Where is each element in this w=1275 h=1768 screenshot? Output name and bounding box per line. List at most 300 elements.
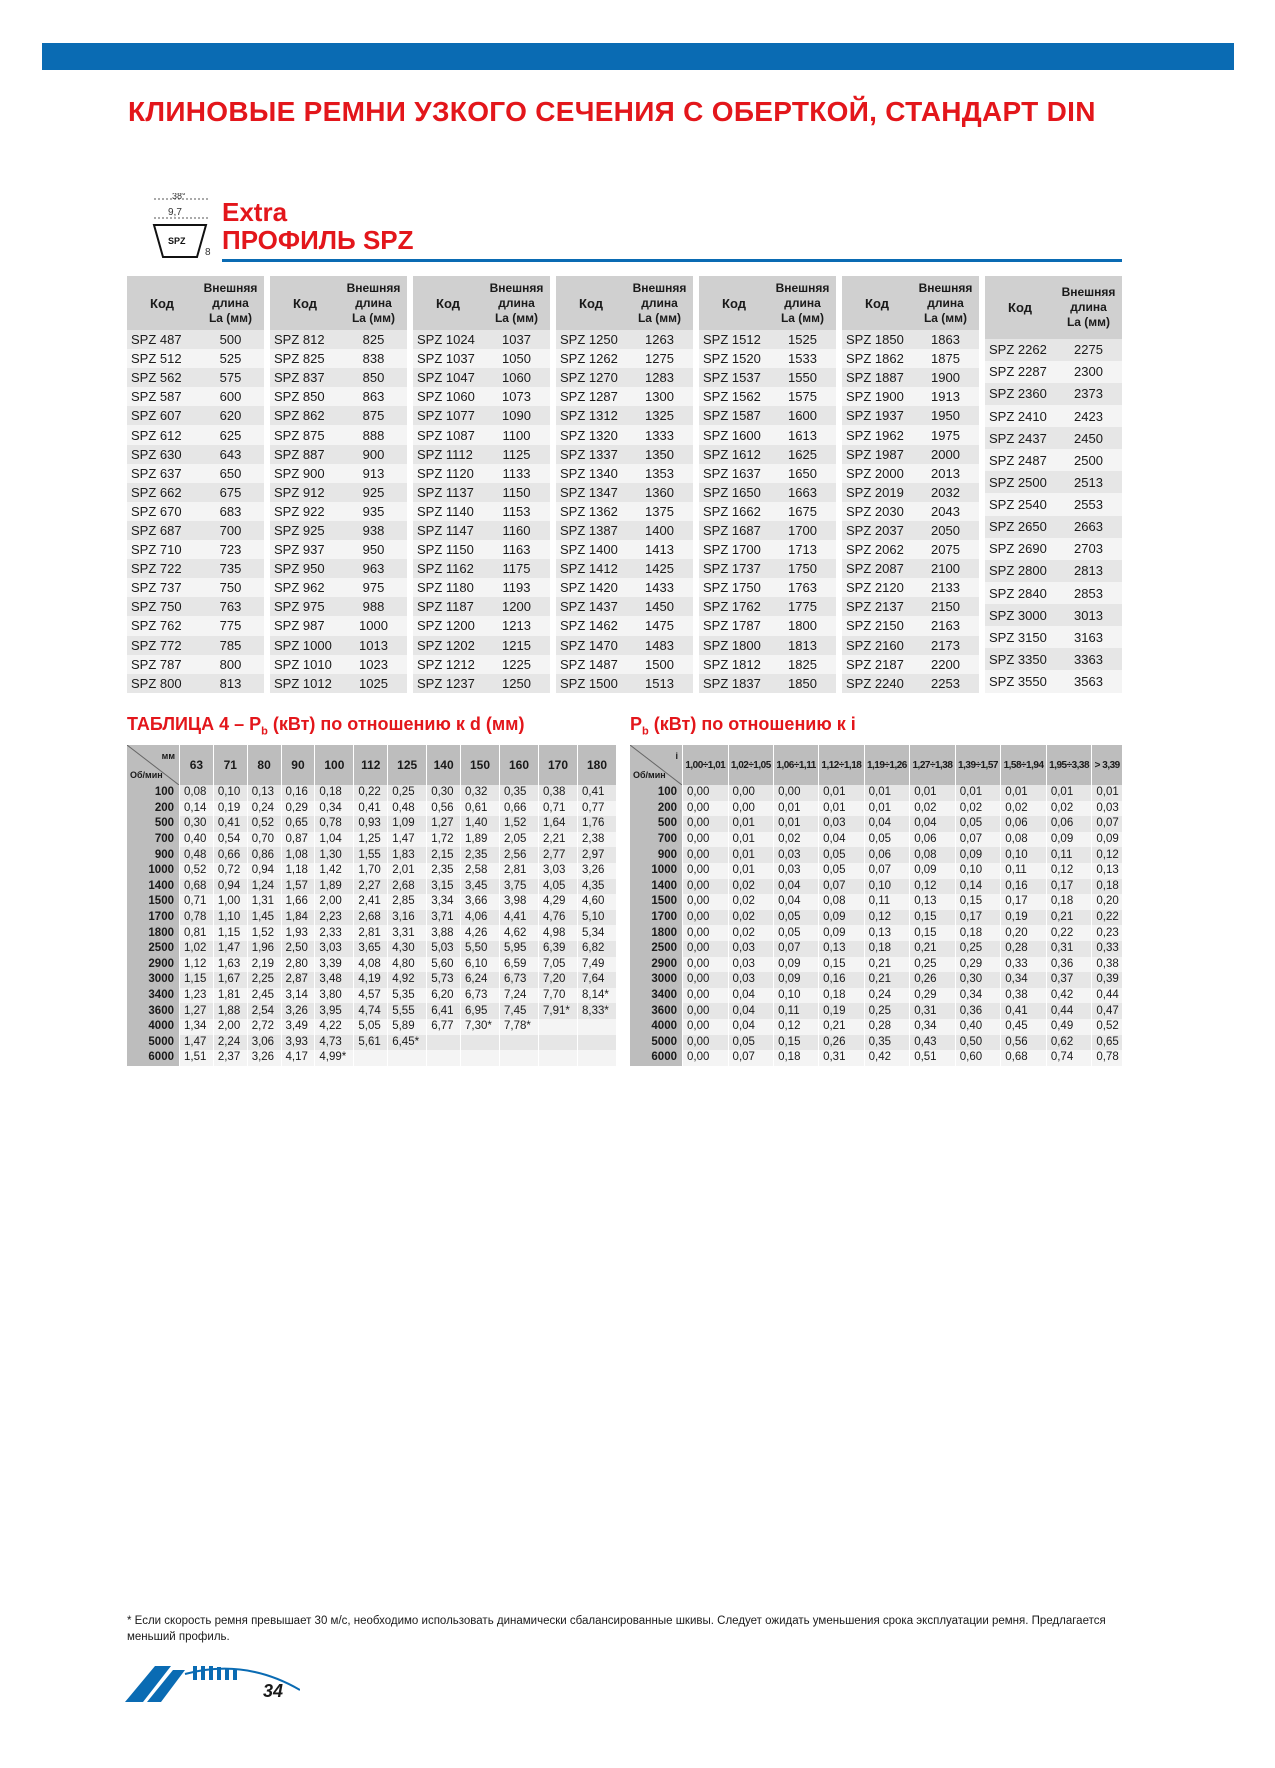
power-value: 1,47 bbox=[213, 941, 247, 957]
power-value: 0,26 bbox=[819, 1035, 865, 1051]
table-row bbox=[270, 674, 407, 693]
power-value: 2,87 bbox=[281, 972, 315, 988]
power-value: 0,00 bbox=[683, 1019, 729, 1035]
table-row bbox=[985, 383, 1122, 405]
rpm-cell: 2500 bbox=[630, 941, 683, 957]
table-row bbox=[127, 879, 617, 895]
power-value: 0,07 bbox=[864, 863, 910, 879]
power-value bbox=[577, 1050, 616, 1066]
belt-code: SPZ 1337 bbox=[556, 445, 626, 464]
power-value: 0,01 bbox=[728, 863, 774, 879]
power-value: 0,00 bbox=[683, 879, 729, 895]
belt-length: 723 bbox=[197, 540, 264, 559]
table-row bbox=[842, 674, 979, 693]
table-row bbox=[630, 957, 1123, 973]
power-value: 1,63 bbox=[213, 957, 247, 973]
table-row bbox=[127, 1019, 617, 1035]
power-value: 0,21 bbox=[910, 941, 956, 957]
table-row bbox=[127, 941, 617, 957]
rpm-cell: 1000 bbox=[630, 863, 683, 879]
power-value: 0,00 bbox=[683, 863, 729, 879]
power-value: 6,73 bbox=[500, 972, 539, 988]
rpm-cell: 100 bbox=[127, 785, 180, 801]
belt-code: SPZ 1037 bbox=[413, 349, 483, 368]
table-row bbox=[127, 863, 617, 879]
table-row bbox=[842, 540, 979, 559]
power-value: 5,89 bbox=[388, 1019, 427, 1035]
power-value: 0,00 bbox=[683, 816, 729, 832]
belt-code: SPZ 975 bbox=[270, 597, 340, 616]
power-value: 1,25 bbox=[354, 832, 388, 848]
power-value: 1,64 bbox=[539, 816, 578, 832]
belt-code: SPZ 2800 bbox=[985, 560, 1055, 582]
table-row bbox=[413, 330, 550, 349]
table-row bbox=[556, 425, 693, 444]
power-value: 1,84 bbox=[281, 910, 315, 926]
rpm-cell: 4000 bbox=[630, 1019, 683, 1035]
power-value: 0,02 bbox=[1001, 801, 1047, 817]
rpm-cell: 1500 bbox=[127, 894, 180, 910]
power-value: 0,00 bbox=[683, 801, 729, 817]
belt-length: 1675 bbox=[769, 502, 836, 521]
power-by-diameter-table bbox=[127, 745, 617, 1066]
belt-code: SPZ 1900 bbox=[842, 387, 912, 406]
belt-length: 1625 bbox=[769, 445, 836, 464]
length-column bbox=[127, 276, 264, 693]
power-value: 3,06 bbox=[247, 1035, 281, 1051]
belt-code: SPZ 487 bbox=[127, 330, 197, 349]
power-value: 2,00 bbox=[315, 894, 354, 910]
length-header-line: длина bbox=[355, 295, 392, 310]
table-row bbox=[127, 597, 264, 616]
belt-length: 1525 bbox=[769, 330, 836, 349]
table-row bbox=[556, 330, 693, 349]
belt-length: 963 bbox=[340, 559, 407, 578]
belt-length: 700 bbox=[197, 521, 264, 540]
power-value: 1,96 bbox=[247, 941, 281, 957]
table-row bbox=[127, 1003, 617, 1019]
power-value: 1,47 bbox=[180, 1035, 214, 1051]
column-header: 140 bbox=[427, 745, 461, 785]
power-value: 6,24 bbox=[461, 972, 500, 988]
power-value: 0,28 bbox=[1001, 941, 1047, 957]
power-value: 2,58 bbox=[461, 863, 500, 879]
power-value: 0,00 bbox=[683, 957, 729, 973]
table-row bbox=[270, 559, 407, 578]
power-value: 3,66 bbox=[461, 894, 500, 910]
power-value: 0,12 bbox=[864, 910, 910, 926]
belt-code: SPZ 1750 bbox=[699, 578, 769, 597]
table-row bbox=[985, 471, 1122, 493]
power-value: 0,22 bbox=[1046, 925, 1092, 941]
rpm-cell: 6000 bbox=[630, 1050, 683, 1066]
table-row bbox=[127, 425, 264, 444]
table-row bbox=[270, 387, 407, 406]
power-value: 0,09 bbox=[774, 957, 819, 973]
power-value: 0,19 bbox=[1001, 910, 1047, 926]
power-value: 0,00 bbox=[683, 988, 729, 1004]
power-value: 3,93 bbox=[281, 1035, 315, 1051]
power-value: 1,27 bbox=[180, 1003, 214, 1019]
table-row bbox=[985, 449, 1122, 471]
power-value: 0,28 bbox=[864, 1019, 910, 1035]
rpm-cell: 1800 bbox=[630, 925, 683, 941]
power-value: 0,31 bbox=[819, 1050, 865, 1066]
rpm-cell: 3400 bbox=[630, 988, 683, 1004]
table-row bbox=[270, 349, 407, 368]
belt-code: SPZ 1887 bbox=[842, 368, 912, 387]
belt-length: 1023 bbox=[340, 655, 407, 674]
code-header: Код bbox=[699, 276, 769, 330]
belt-length: 1200 bbox=[483, 597, 550, 616]
power-value: 5,10 bbox=[577, 910, 616, 926]
power-value: 0,13 bbox=[910, 894, 956, 910]
power-value: 2,50 bbox=[281, 941, 315, 957]
power-value: 1,27 bbox=[427, 816, 461, 832]
belt-length: 913 bbox=[340, 464, 407, 483]
belt-code: SPZ 1180 bbox=[413, 578, 483, 597]
power-value: 5,73 bbox=[427, 972, 461, 988]
power-value: 0,65 bbox=[281, 816, 315, 832]
power-value: 0,35 bbox=[864, 1035, 910, 1051]
belt-length: 850 bbox=[340, 368, 407, 387]
belt-code: SPZ 2840 bbox=[985, 582, 1055, 604]
length-header bbox=[197, 276, 264, 330]
belt-code: SPZ 925 bbox=[270, 521, 340, 540]
power-value: 0,03 bbox=[728, 957, 774, 973]
belt-code: SPZ 512 bbox=[127, 349, 197, 368]
power-value: 0,65 bbox=[1092, 1035, 1123, 1051]
table-row bbox=[127, 988, 617, 1004]
power-value: 1,70 bbox=[354, 863, 388, 879]
table-row bbox=[985, 427, 1122, 449]
power-value: 7,64 bbox=[577, 972, 616, 988]
power-value: 4,22 bbox=[315, 1019, 354, 1035]
table-row bbox=[985, 560, 1122, 582]
power-value bbox=[500, 1035, 539, 1051]
table-row bbox=[413, 540, 550, 559]
rpm-cell: 2900 bbox=[127, 957, 180, 973]
power-value: 4,80 bbox=[388, 957, 427, 973]
belt-length: 1475 bbox=[626, 616, 693, 635]
belt-code: SPZ 662 bbox=[127, 483, 197, 502]
power-value bbox=[354, 1050, 388, 1066]
power-value: 0,00 bbox=[774, 785, 819, 801]
rpm-cell: 1700 bbox=[630, 910, 683, 926]
power-value: 0,34 bbox=[910, 1019, 956, 1035]
belt-length: 1900 bbox=[912, 368, 979, 387]
belt-length: 500 bbox=[197, 330, 264, 349]
power-value: 6,39 bbox=[539, 941, 578, 957]
power-value: 0,78 bbox=[315, 816, 354, 832]
belt-length: 900 bbox=[340, 445, 407, 464]
power-value: 0,15 bbox=[774, 1035, 819, 1051]
power-value: 0,21 bbox=[1046, 910, 1092, 926]
power-value: 0,36 bbox=[1046, 957, 1092, 973]
belt-length: 2173 bbox=[912, 636, 979, 655]
table-row bbox=[556, 406, 693, 425]
belt-code: SPZ 1202 bbox=[413, 636, 483, 655]
power-value: 0,94 bbox=[247, 863, 281, 879]
power-value: 0,62 bbox=[1046, 1035, 1092, 1051]
power-value bbox=[577, 1035, 616, 1051]
belt-code: SPZ 1187 bbox=[413, 597, 483, 616]
rpm-cell: 3600 bbox=[630, 1003, 683, 1019]
power-value: 0,15 bbox=[955, 894, 1001, 910]
power-value bbox=[539, 1035, 578, 1051]
power-value: 0,33 bbox=[1001, 957, 1047, 973]
belt-code: SPZ 1047 bbox=[413, 368, 483, 387]
power-value: 0,13 bbox=[864, 925, 910, 941]
power-value: 2,97 bbox=[577, 847, 616, 863]
belt-length: 2163 bbox=[912, 616, 979, 635]
belt-code: SPZ 1762 bbox=[699, 597, 769, 616]
power-value: 0,47 bbox=[1092, 1003, 1123, 1019]
power-value: 2,21 bbox=[539, 832, 578, 848]
column-header: 112 bbox=[354, 745, 388, 785]
table-row bbox=[842, 406, 979, 425]
power-value: 6,59 bbox=[500, 957, 539, 973]
length-column bbox=[842, 276, 979, 693]
belt-code: SPZ 1862 bbox=[842, 349, 912, 368]
power-value: 4,62 bbox=[500, 925, 539, 941]
power-value: 0,21 bbox=[864, 957, 910, 973]
table-row bbox=[556, 445, 693, 464]
belt-length: 1763 bbox=[769, 578, 836, 597]
power-value: 4,92 bbox=[388, 972, 427, 988]
power-value: 1,76 bbox=[577, 816, 616, 832]
belt-length: 675 bbox=[197, 483, 264, 502]
table-row bbox=[630, 879, 1123, 895]
table-row bbox=[630, 816, 1123, 832]
table-row bbox=[699, 636, 836, 655]
power-value: 0,66 bbox=[213, 847, 247, 863]
power-value: 0,17 bbox=[955, 910, 1001, 926]
power-value: 2,05 bbox=[500, 832, 539, 848]
belt-length: 1483 bbox=[626, 636, 693, 655]
corner-unit-top: мм bbox=[161, 751, 175, 761]
column-header: 1,39÷1,57 bbox=[955, 745, 1001, 785]
power-value: 0,11 bbox=[1046, 847, 1092, 863]
power-value: 0,00 bbox=[683, 910, 729, 926]
table-row bbox=[556, 502, 693, 521]
power-value: 0,70 bbox=[247, 832, 281, 848]
belt-length: 925 bbox=[340, 483, 407, 502]
power-value: 0,77 bbox=[577, 801, 616, 817]
belt-code: SPZ 1812 bbox=[699, 655, 769, 674]
page-title: КЛИНОВЫЕ РЕМНИ УЗКОГО СЕЧЕНИЯ С ОБЕРТКОЙ, СТАНДАРТ DIN bbox=[128, 96, 1096, 127]
belt-length: 763 bbox=[197, 597, 264, 616]
table-row bbox=[270, 483, 407, 502]
belt-code: SPZ 1077 bbox=[413, 406, 483, 425]
power-value: 2,00 bbox=[213, 1019, 247, 1035]
belt-code: SPZ 1087 bbox=[413, 425, 483, 444]
corner-header bbox=[127, 745, 180, 785]
table-row bbox=[556, 616, 693, 635]
belt-code: SPZ 1362 bbox=[556, 502, 626, 521]
belt-length: 838 bbox=[340, 349, 407, 368]
power-value: 0,50 bbox=[955, 1035, 1001, 1051]
belt-length: 2275 bbox=[1055, 339, 1122, 361]
power-value: 3,15 bbox=[427, 879, 461, 895]
power-value: 0,41 bbox=[354, 801, 388, 817]
power-value: 4,60 bbox=[577, 894, 616, 910]
power-value: 1,52 bbox=[500, 816, 539, 832]
power-value: 0,09 bbox=[819, 925, 865, 941]
table-i-title: $P_b$ (кВт) по отношению к i bbox=[630, 714, 856, 738]
table-row bbox=[985, 361, 1122, 383]
table-row bbox=[556, 636, 693, 655]
column-header: 1,00÷1,01 bbox=[683, 745, 729, 785]
belt-code: SPZ 612 bbox=[127, 425, 197, 444]
power-value: 1,31 bbox=[247, 894, 281, 910]
power-value: 0,05 bbox=[774, 925, 819, 941]
power-value: 0,22 bbox=[354, 785, 388, 801]
column-header: 90 bbox=[281, 745, 315, 785]
table-row bbox=[842, 464, 979, 483]
power-value: 0,01 bbox=[864, 801, 910, 817]
belt-length: 1950 bbox=[912, 406, 979, 425]
power-value: 0,02 bbox=[955, 801, 1001, 817]
belt-length: 2553 bbox=[1055, 493, 1122, 515]
table-row bbox=[127, 1050, 617, 1066]
table-row bbox=[842, 559, 979, 578]
power-value: 0,12 bbox=[774, 1019, 819, 1035]
column-header: 63 bbox=[180, 745, 214, 785]
table-row bbox=[270, 368, 407, 387]
power-value bbox=[461, 1050, 500, 1066]
power-value: 0,13 bbox=[819, 941, 865, 957]
power-value: 4,99* bbox=[315, 1050, 354, 1066]
belt-length: 1025 bbox=[340, 674, 407, 693]
belt-length: 2300 bbox=[1055, 361, 1122, 383]
power-value: 0,00 bbox=[683, 1050, 729, 1066]
power-value: 0,24 bbox=[864, 988, 910, 1004]
power-value: 0,02 bbox=[774, 832, 819, 848]
belt-length: 1325 bbox=[626, 406, 693, 425]
power-value: 0,44 bbox=[1092, 988, 1123, 1004]
power-value: 3,98 bbox=[500, 894, 539, 910]
belt-length: 2373 bbox=[1055, 383, 1122, 405]
power-value: 0,26 bbox=[910, 972, 956, 988]
table-row bbox=[556, 483, 693, 502]
belt-length: 1500 bbox=[626, 655, 693, 674]
belt-code: SPZ 1400 bbox=[556, 540, 626, 559]
power-value: 1,47 bbox=[388, 832, 427, 848]
belt-length: 1073 bbox=[483, 387, 550, 406]
power-value: 0,40 bbox=[180, 832, 214, 848]
power-value: 2,45 bbox=[247, 988, 281, 1004]
code-header: Код bbox=[413, 276, 483, 330]
column-header: 71 bbox=[213, 745, 247, 785]
belt-code: SPZ 762 bbox=[127, 616, 197, 635]
power-value: 0,06 bbox=[864, 847, 910, 863]
power-value: 4,35 bbox=[577, 879, 616, 895]
power-value: 0,00 bbox=[683, 847, 729, 863]
belt-length: 750 bbox=[197, 578, 264, 597]
belt-code: SPZ 607 bbox=[127, 406, 197, 425]
table-row bbox=[630, 785, 1123, 801]
power-value: 0,29 bbox=[281, 801, 315, 817]
power-value: 0,15 bbox=[819, 957, 865, 973]
power-value: 0,17 bbox=[1046, 879, 1092, 895]
power-value: 0,01 bbox=[955, 785, 1001, 801]
power-value: 0,40 bbox=[955, 1019, 1001, 1035]
power-value: 0,02 bbox=[728, 894, 774, 910]
belt-length: 1975 bbox=[912, 425, 979, 444]
length-header-line: длина bbox=[498, 295, 535, 310]
power-value: 0,36 bbox=[955, 1003, 1001, 1019]
icon-height-label: 8 bbox=[205, 247, 211, 258]
table-row bbox=[413, 387, 550, 406]
belt-code: SPZ 1962 bbox=[842, 425, 912, 444]
belt-length: 1300 bbox=[626, 387, 693, 406]
length-header bbox=[769, 276, 836, 330]
power-value: 0,15 bbox=[910, 925, 956, 941]
power-value: 7,24 bbox=[500, 988, 539, 1004]
table-row bbox=[270, 655, 407, 674]
power-value: 0,17 bbox=[1001, 894, 1047, 910]
power-value: 0,52 bbox=[180, 863, 214, 879]
power-value: 0,07 bbox=[1092, 816, 1123, 832]
table-row bbox=[985, 604, 1122, 626]
belt-length: 825 bbox=[340, 330, 407, 349]
table-row bbox=[127, 483, 264, 502]
belt-code: SPZ 1120 bbox=[413, 464, 483, 483]
table-row bbox=[630, 1035, 1123, 1051]
power-value: 3,45 bbox=[461, 879, 500, 895]
belt-length: 1090 bbox=[483, 406, 550, 425]
power-value: 0,07 bbox=[819, 879, 865, 895]
power-value: 0,18 bbox=[955, 925, 1001, 941]
table-row bbox=[630, 863, 1123, 879]
power-value: 0,04 bbox=[774, 879, 819, 895]
power-value: 0,07 bbox=[955, 832, 1001, 848]
belt-code: SPZ 2487 bbox=[985, 449, 1055, 471]
power-value: 0,00 bbox=[683, 972, 729, 988]
table-row bbox=[127, 816, 617, 832]
belt-length: 2032 bbox=[912, 483, 979, 502]
table-row bbox=[699, 445, 836, 464]
length-header-line: Внешняя bbox=[918, 280, 973, 295]
belt-code: SPZ 1800 bbox=[699, 636, 769, 655]
power-value: 0,04 bbox=[864, 816, 910, 832]
belt-length: 3363 bbox=[1055, 648, 1122, 670]
belt-code: SPZ 1270 bbox=[556, 368, 626, 387]
rpm-cell: 700 bbox=[127, 832, 180, 848]
belt-length: 1360 bbox=[626, 483, 693, 502]
power-value: 0,38 bbox=[1092, 957, 1123, 973]
belt-code: SPZ 3150 bbox=[985, 626, 1055, 648]
power-value: 3,65 bbox=[354, 941, 388, 957]
power-value: 7,49 bbox=[577, 957, 616, 973]
icon-width-label: 9,7 bbox=[168, 207, 182, 218]
power-value: 1,66 bbox=[281, 894, 315, 910]
power-value: 0,08 bbox=[180, 785, 214, 801]
power-by-ratio-table bbox=[630, 745, 1123, 1066]
column-header: 1,95÷3,38 bbox=[1046, 745, 1092, 785]
power-value: 0,25 bbox=[388, 785, 427, 801]
power-value: 0,68 bbox=[1001, 1050, 1047, 1066]
power-value: 6,10 bbox=[461, 957, 500, 973]
power-value: 1,00 bbox=[213, 894, 247, 910]
power-value: 7,70 bbox=[539, 988, 578, 1004]
belt-length: 1175 bbox=[483, 559, 550, 578]
power-value: 1,83 bbox=[388, 847, 427, 863]
power-value: 8,14* bbox=[577, 988, 616, 1004]
belt-length: 1433 bbox=[626, 578, 693, 597]
power-value: 5,34 bbox=[577, 925, 616, 941]
